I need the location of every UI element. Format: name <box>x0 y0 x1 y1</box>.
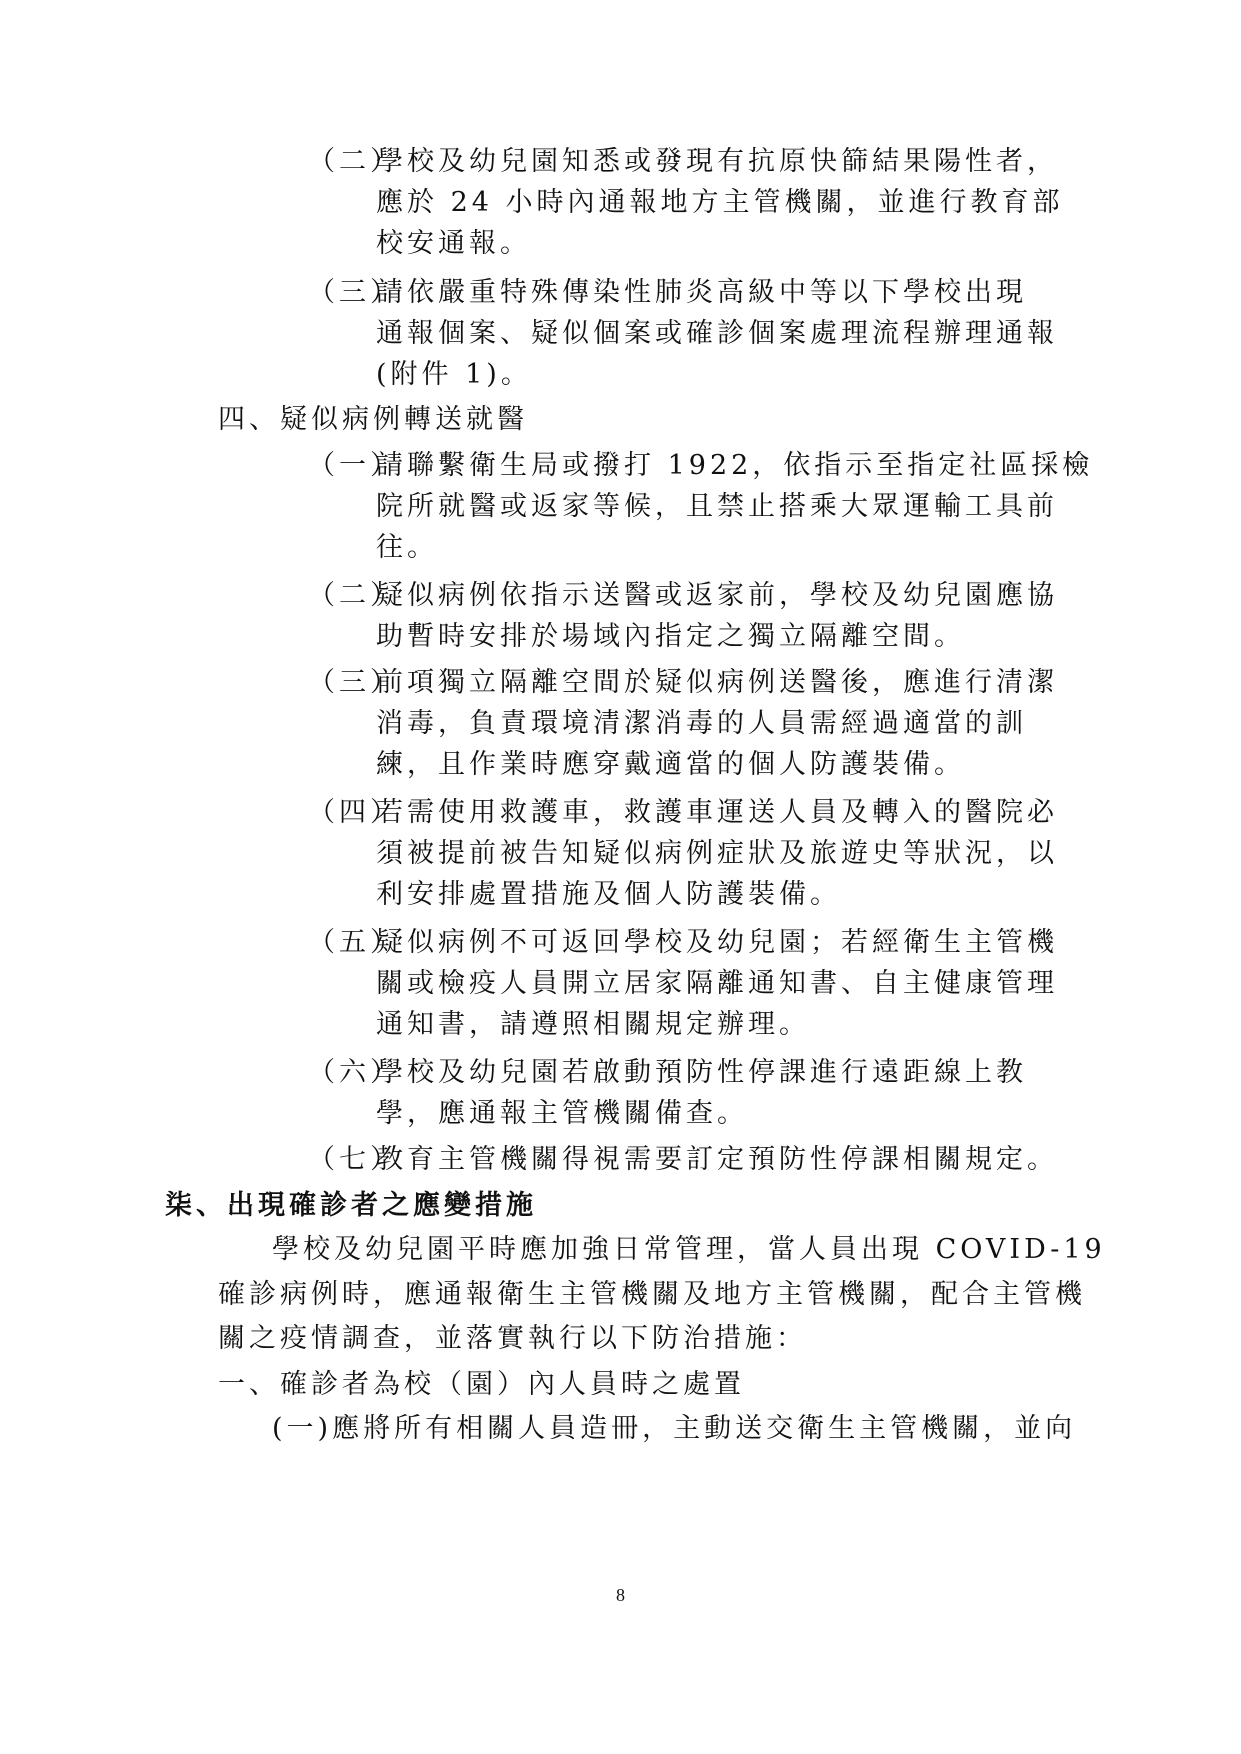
item-text-line: 學，應通報主管機關備查。 <box>376 1098 748 1129</box>
paragraph-line: 確診病例時，應通報衛生主管機關及地方主管機關，配合主管機 <box>218 1279 1086 1310</box>
item-text-line: 學校及幼兒園知悉或發現有抗原快篩結果陽性者， <box>376 146 1058 177</box>
item-text-line: 請聯繫衛生局或撥打 1922，依指示至指定社區採檢 <box>376 450 1094 481</box>
item-marker: （三） <box>308 277 401 308</box>
item-marker: （七） <box>308 1144 401 1175</box>
item-text-line: 通報個案、疑似個案或確診個案處理流程辦理通報 <box>376 318 1058 349</box>
item-text-line: 請依嚴重特殊傳染性肺炎高級中等以下學校出現 <box>376 277 1027 308</box>
paragraph-line: 關之疫情調查，並落實執行以下防治措施： <box>218 1323 807 1354</box>
item-marker: （五） <box>308 927 401 958</box>
item-text-line: 學校及幼兒園若啟動預防性停課進行遠距線上教 <box>376 1057 1027 1088</box>
item-text-line: 前項獨立隔離空間於疑似病例送醫後，應進行清潔 <box>376 667 1058 698</box>
section-heading: 四、疑似病例轉送就醫 <box>218 404 528 435</box>
page-number: 8 <box>616 1585 625 1605</box>
item-text-line: 助暫時安排於場域內指定之獨立隔離空間。 <box>376 621 965 652</box>
item-marker: （六） <box>308 1057 401 1088</box>
item-text-line: 往。 <box>376 532 438 563</box>
item-marker: （三） <box>308 667 401 698</box>
item-text-line: (附件 1)。 <box>376 359 532 390</box>
item-text-line: 關或檢疫人員開立居家隔離通知書、自主健康管理 <box>376 968 1058 999</box>
paragraph-line: 學校及幼兒園平時應加強日常管理，當人員出現 COVID-19 <box>272 1234 1106 1265</box>
item-text-line: 利安排處置措施及個人防護裝備。 <box>376 879 841 910</box>
chapter-heading: 柒、出現確診者之應變措施 <box>165 1190 537 1221</box>
item-text-line: 教育主管機關得視需要訂定預防性停課相關規定。 <box>376 1144 1058 1175</box>
item-text-line: 院所就醫或返家等候，且禁止搭乘大眾運輸工具前 <box>376 491 1058 522</box>
section-heading: 一、確診者為校（園）內人員時之處置 <box>218 1369 745 1400</box>
item-text-line: (一)應將所有相關人員造冊，主動送交衛生主管機關，並向 <box>272 1413 1077 1444</box>
item-text-line: 疑似病例依指示送醫或返家前，學校及幼兒園應協 <box>376 580 1058 611</box>
item-text-line: 練，且作業時應穿戴適當的個人防護裝備。 <box>376 749 965 780</box>
item-marker: （四） <box>308 797 401 828</box>
item-marker: （二） <box>308 146 401 177</box>
item-text-line: 疑似病例不可返回學校及幼兒園；若經衛生主管機 <box>376 927 1058 958</box>
item-text-line: 校安通報。 <box>376 228 531 259</box>
item-text-line: 若需使用救護車，救護車運送人員及轉入的醫院必 <box>376 797 1058 828</box>
item-marker: （二） <box>308 580 401 611</box>
item-text-line: 應於 24 小時內通報地方主管機關，並進行教育部 <box>376 187 1064 218</box>
item-marker: （一） <box>308 450 401 481</box>
item-text-line: 消毒，負責環境清潔消毒的人員需經過適當的訓 <box>376 708 1027 739</box>
item-text-line: 須被提前被告知疑似病例症狀及旅遊史等狀況，以 <box>376 838 1058 869</box>
item-text-line: 通知書，請遵照相關規定辦理。 <box>376 1009 810 1040</box>
